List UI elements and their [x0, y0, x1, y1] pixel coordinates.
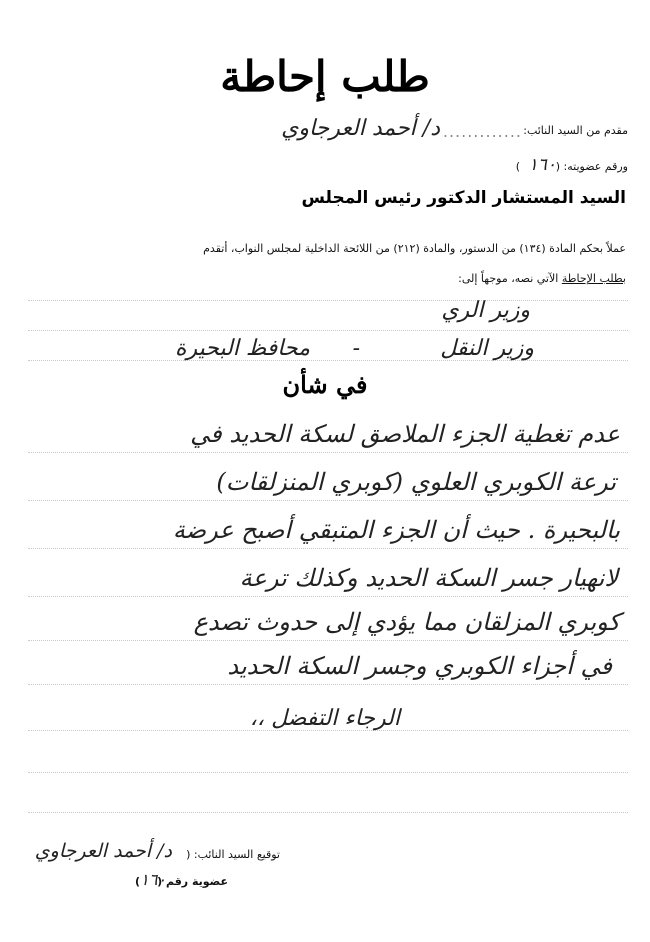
recipient-governor-beheira: محافظ البحيرة	[174, 336, 310, 361]
ruled-line	[28, 452, 628, 453]
ruled-line	[28, 640, 628, 641]
signature-label: توقيع السيد النائب: (	[186, 848, 280, 861]
ruled-line	[28, 330, 628, 331]
ruled-line	[28, 500, 628, 501]
addressee-heading: السيد المستشار الدكتور رئيس المجلس	[301, 188, 626, 208]
ruled-line	[28, 300, 628, 301]
ruled-line	[28, 596, 628, 597]
request-suffix: الآتي نصه، موجهاً إلى:	[458, 272, 562, 285]
footer-membership-close: )	[134, 875, 140, 888]
subject-heading: في شأن	[282, 370, 368, 399]
ruled-line	[28, 548, 628, 549]
request-link-text: الإحاطة	[561, 272, 596, 285]
dotted-fill-line: .............	[442, 122, 522, 141]
recipient-minister-irrigation: وزير الري	[441, 298, 530, 323]
signature-handwritten: د/ أحمد العرجاوي	[34, 840, 172, 862]
submitted-by-handwritten: د/ أحمد العرجاوي	[281, 116, 440, 141]
page-title: طلب إحاطة	[220, 52, 430, 101]
membership-number-handwritten: ١٦٠	[528, 155, 556, 175]
body-line: ترعة الكوبري العلوي (كوبري المنزلقات)	[216, 468, 616, 496]
ruled-line	[28, 360, 628, 361]
ruled-line	[28, 772, 628, 773]
footer-membership-number: ١٦٠	[140, 870, 166, 889]
recipient-minister-transport: وزير النقل	[440, 336, 534, 361]
recipient-separator: -	[352, 336, 360, 361]
ruled-line	[28, 684, 628, 685]
closing-line: الرجاء التفضل ،،	[249, 706, 400, 731]
body-line: كوبري المزلقان مما يؤدي إلى حدوث تصدع	[193, 608, 620, 636]
ruled-line	[28, 812, 628, 813]
submitted-by-label: مقدم من السيد النائب:	[523, 124, 628, 137]
footer-membership-label: عضوية رقم (	[157, 875, 228, 888]
request-prefix: بطلب	[595, 272, 626, 285]
membership-label: ورقم عضويته: (	[555, 160, 628, 173]
intro-paragraph: عملاً بحكم المادة (١٣٤) من الدستور، والمادة (٢١٢) من اللائحة الداخلية لمجلس النواب، أتقدم	[203, 242, 626, 255]
body-line: بالبحيرة . حيث أن الجزء المتبقي أصبح عرضة	[172, 516, 620, 544]
body-line: عدم تغطية الجزء الملاصق لسكة الحديد في	[190, 420, 620, 448]
body-line: لانهيار جسر السكة الحديد وكذلك ترعة	[239, 564, 618, 592]
membership-close: )	[515, 160, 520, 173]
body-line: في أجزاء الكوبري وجسر السكة الحديد	[227, 652, 612, 680]
request-line	[458, 272, 626, 285]
